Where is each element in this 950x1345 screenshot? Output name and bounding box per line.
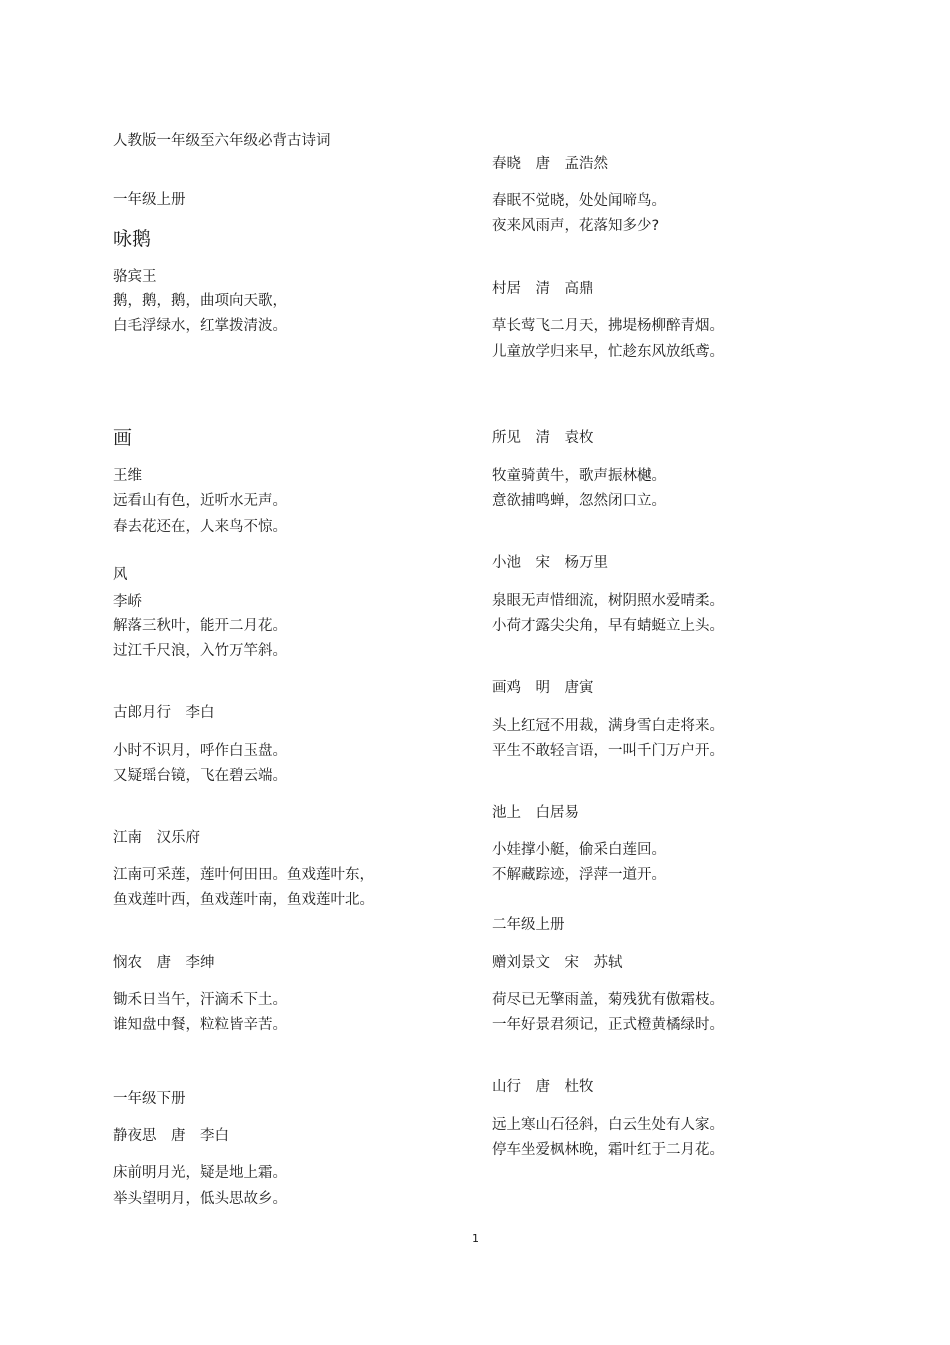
poem-line: 过江千尺浪，入竹万竿斜。 <box>113 643 287 659</box>
poem-author: 王维 <box>113 468 142 484</box>
poem-line: 平生不敢轻言语，一叫千门万户开。 <box>492 743 724 759</box>
poem-heading: 悯农 唐 李绅 <box>113 955 215 971</box>
poem-heading: 静夜思 唐 李白 <box>113 1128 229 1144</box>
poem-heading: 小池 宋 杨万里 <box>492 555 608 571</box>
poem-heading: 村居 清 高鼎 <box>492 281 594 297</box>
poem-line: 不解藏踪迹，浮萍一道开。 <box>492 867 666 883</box>
poem-title: 画 <box>113 427 133 449</box>
poem-line: 小时不识月，呼作白玉盘。 <box>113 743 287 759</box>
section-heading-grade2-vol1: 二年级上册 <box>492 917 565 933</box>
poem-line: 解落三秋叶，能开二月花。 <box>113 618 287 634</box>
poem-line: 床前明月光，疑是地上霜。 <box>113 1165 287 1181</box>
section-heading-grade1-vol1: 一年级上册 <box>113 192 186 208</box>
poem-heading: 所见 清 袁枚 <box>492 430 594 446</box>
document-title: 人教版一年级至六年级必背古诗词 <box>113 133 331 149</box>
poem-line: 荷尽已无擎雨盖，菊残犹有傲霜枝。 <box>492 992 724 1008</box>
poem-author: 李峤 <box>113 594 142 610</box>
section-heading-grade1-vol2: 一年级下册 <box>113 1091 186 1107</box>
poem-heading: 春晓 唐 孟浩然 <box>492 156 608 172</box>
poem-line: 夜来风雨声，花落知多少? <box>492 218 660 234</box>
poem-heading: 古郎月行 李白 <box>113 705 215 721</box>
poem-title: 风 <box>113 567 128 583</box>
poem-line: 草长莺飞二月天，拂堤杨柳醉青烟。 <box>492 318 724 334</box>
poem-line: 谁知盘中餐，粒粒皆辛苦。 <box>113 1017 287 1033</box>
poem-line: 春眠不觉晓，处处闻啼鸟。 <box>492 193 666 209</box>
poem-heading: 江南 汉乐府 <box>113 830 200 846</box>
poem-line: 牧童骑黄牛，歌声振林樾。 <box>492 468 666 484</box>
poem-line: 泉眼无声惜细流，树阴照水爱晴柔。 <box>492 593 724 609</box>
poem-line: 头上红冠不用裁，满身雪白走将来。 <box>492 718 724 734</box>
poem-title: 咏鹅 <box>113 228 152 250</box>
poem-line: 白毛浮绿水，红掌拨清波。 <box>113 318 287 334</box>
poem-line: 小娃撑小艇，偷采白莲回。 <box>492 842 666 858</box>
poem-line: 鱼戏莲叶西，鱼戏莲叶南，鱼戏莲叶北。 <box>113 892 374 908</box>
poem-line: 江南可采莲，莲叶何田田。鱼戏莲叶东， <box>113 867 374 883</box>
page-number: 1 <box>472 1232 479 1245</box>
poem-line: 小荷才露尖尖角，早有蜻蜓立上头。 <box>492 618 724 634</box>
poem-line: 鹅，鹅，鹅，曲项向天歌， <box>113 293 287 309</box>
poem-heading: 山行 唐 杜牧 <box>492 1079 594 1095</box>
poem-line: 远上寒山石径斜，白云生处有人家。 <box>492 1117 724 1133</box>
poem-author: 骆宾王 <box>113 269 157 285</box>
poem-heading: 画鸡 明 唐寅 <box>492 680 594 696</box>
poem-line: 远看山有色，近听水无声。 <box>113 493 287 509</box>
poem-line: 停车坐爱枫林晚，霜叶红于二月花。 <box>492 1142 724 1158</box>
poem-line: 又疑瑶台镜，飞在碧云端。 <box>113 768 287 784</box>
poem-line: 意欲捕鸣蝉，忽然闭口立。 <box>492 493 666 509</box>
poem-line: 举头望明月，低头思故乡。 <box>113 1191 287 1207</box>
poem-line: 春去花还在，人来鸟不惊。 <box>113 519 287 535</box>
poem-line: 一年好景君须记，正式橙黄橘绿时。 <box>492 1017 724 1033</box>
poem-line: 儿童放学归来早，忙趁东风放纸鸢。 <box>492 344 724 360</box>
poem-line: 锄禾日当午，汗滴禾下土。 <box>113 992 287 1008</box>
poem-heading: 赠刘景文 宋 苏轼 <box>492 955 623 971</box>
poem-heading: 池上 白居易 <box>492 805 579 821</box>
